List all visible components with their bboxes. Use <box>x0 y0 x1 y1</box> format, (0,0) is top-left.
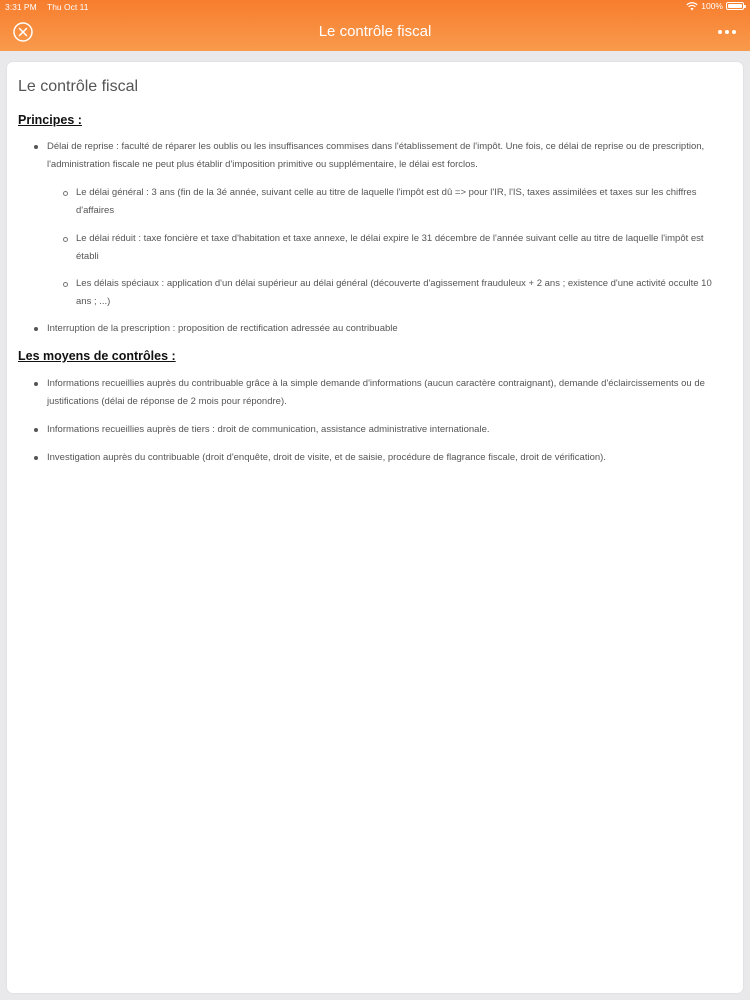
nav-bar <box>0 14 750 51</box>
status-bar <box>0 0 750 14</box>
status-time: 3:31 PM <box>5 2 37 12</box>
list-item: Interruption de la prescription : proposition de rectification adressée au contribuable <box>47 320 719 338</box>
sub-list-item: Le délai général : 3 ans (fin de la 3é année, suivant celle au titre de laquelle l'impôt est dû => pour l'IR, l'IS, taxes assimilées et taxes sur les chiffres d'affaires <box>76 184 721 220</box>
list-item: Informations recueillies auprès du contribuable grâce à la simple demande d'informations (aucun caractère contraignant), demande d'éclaircissements ou de justifications (délai de réponse de 2 mois pour répondre). <box>47 375 719 411</box>
content-title: Le contrôle fiscal <box>18 78 139 95</box>
battery-icon <box>726 2 744 10</box>
more-icon-dot <box>725 30 729 34</box>
status-right <box>686 1 744 11</box>
wifi-icon <box>686 2 698 11</box>
sub-list-item: Les délais spéciaux : application d'un délai supérieur au délai général (découverte d'agissement frauduleux + 2 ans ; existence d'une activité occulte 10 ans ; ...) <box>76 275 721 311</box>
more-options-button[interactable] <box>718 30 736 34</box>
battery-percentage: 100% <box>701 1 723 11</box>
section-heading-moyens: Les moyens de contrôles : <box>18 349 176 363</box>
more-icon-dot <box>718 30 722 34</box>
list-item: Délai de reprise : faculté de réparer les oublis ou les insuffisances commises dans l'établissement de l'impôt. Une fois, ce délai de reprise ou de prescription, l'administration fiscale ne peut plus établir d'imposition primitive ou supplémentaire, le délai est forclos. <box>47 138 719 174</box>
content-card <box>7 62 743 993</box>
list-item: Investigation auprès du contribuable (droit d'enquête, droit de visite, et de saisie, procédure de flagrance fiscale, droit de vérification). <box>47 449 719 467</box>
page-title: Le contrôle fiscal <box>318 23 432 40</box>
section-heading-principes: Principes : <box>18 113 82 127</box>
list-item: Informations recueillies auprès de tiers : droit de communication, assistance administrative internationale. <box>47 421 719 439</box>
status-date: Thu Oct 11 <box>47 2 89 12</box>
top-bar <box>0 0 750 51</box>
sub-list-item: Le délai réduit : taxe foncière et taxe d'habitation et taxe annexe, le délai expire le 31 décembre de l'année suivant celle au titre de laquelle l'impôt est établi <box>76 230 721 266</box>
more-icon-dot <box>732 30 736 34</box>
